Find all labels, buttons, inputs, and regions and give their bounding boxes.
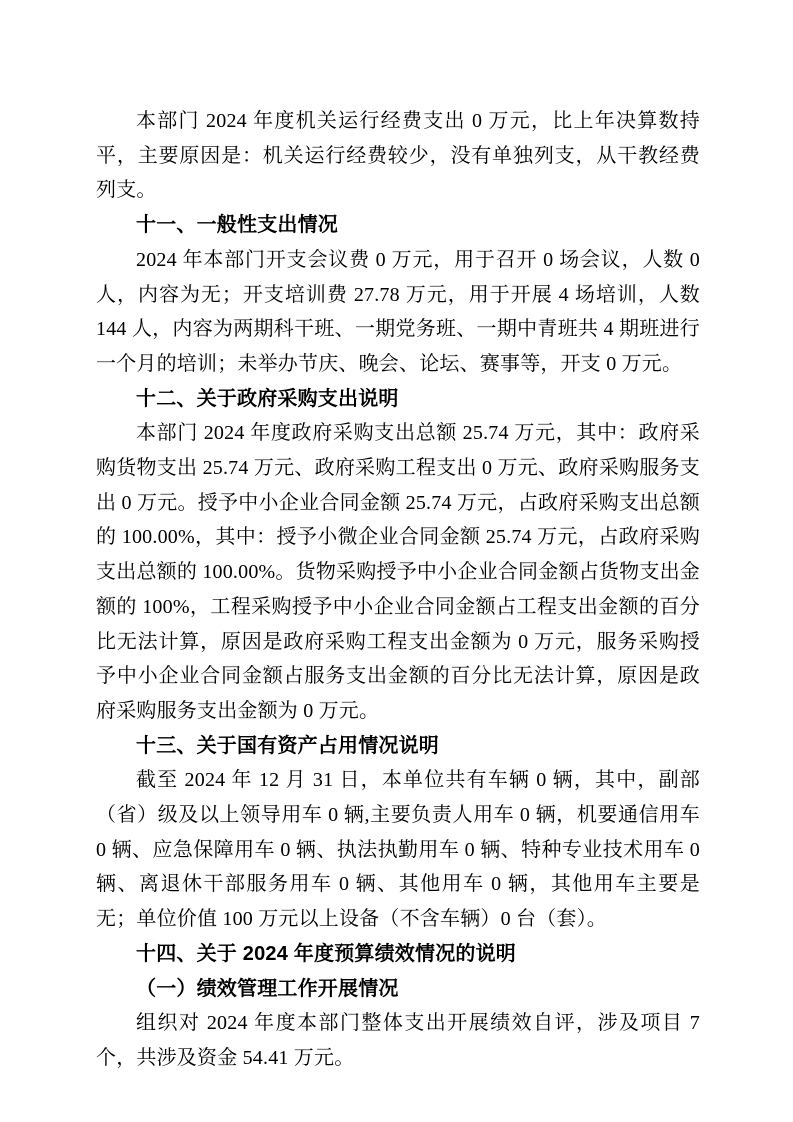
para-state-assets-detail: 截至 2024 年 12 月 31 日，本单位共有车辆 0 辆，其中，副部（省）级及以上领导用车 0 辆,主要负责人用车 0 辆，机要通信用车 0 辆、应急保障用车 0 辆、执法执勤用车 0 辆、特种专业技术用车 0 辆、离退休干部服务用车 0 辆、其他用车 0 辆，其他用车主要是无；单位价值 100 万元以上设备（不含车辆）0 台（套）。 bbox=[96, 769, 700, 931]
heading-section-11-general-expenditure: 十一、一般性支出情况 bbox=[136, 214, 338, 237]
subheading-performance-management-work: （一）绩效管理工作开展情况 bbox=[136, 977, 399, 1000]
para-agency-operating-expense: 本部门 2024 年度机关运行经费支出 0 万元，比上年决算数持平，主要原因是：机关运行经费较少，没有单独列支，从干教经费列支。 bbox=[96, 110, 700, 202]
para-government-procurement-detail: 本部门 2024 年度政府采购支出总额 25.74 万元，其中：政府采购货物支出 25.74 万元、政府采购工程支出 0 万元、政府采购服务支出 0 万元。授予中小企业合同金额 25.74 万元，占政府采购支出总额的 100.00%，其中：授予小微企业合同金额 25.74 万元，占政府采购支出总额的 100.00%。货物采购授予中小企业合同金额占货物支出金额的 100%，工程采购授予中小企业合同金额占工程支出金额的百分比无法计算，原因是政府采购工程支出金额为 0 万元，服务采购授予中小企业合同金额占服务支出金额的百分比无法计算，原因是政府采购服务支出金额为 0 万元。 bbox=[96, 422, 700, 722]
heading-section-14-budget-performance: 十四、关于 2024 年度预算绩效情况的说明 bbox=[136, 942, 517, 965]
para-performance-self-evaluation: 组织对 2024 年度本部门整体支出开展绩效自评，涉及项目 7 个，共涉及资金 54.41 万元。 bbox=[96, 1012, 700, 1069]
heading-section-12-government-procurement: 十二、关于政府采购支出说明 bbox=[136, 387, 399, 410]
heading-section-13-state-assets: 十三、关于国有资产占用情况说明 bbox=[136, 734, 439, 757]
para-general-expenditure-detail: 2024 年本部门开支会议费 0 万元，用于召开 0 场会议，人数 0 人，内容为无；开支培训费 27.78 万元，用于开展 4 场培训，人数 144 人，内容为两期科干班、一期党务班、一期中青班共 4 期班进行一个月的培训；未举办节庆、晚会、论坛、赛事等，开支 0 万元。 bbox=[96, 248, 700, 375]
document-body bbox=[96, 104, 700, 1076]
